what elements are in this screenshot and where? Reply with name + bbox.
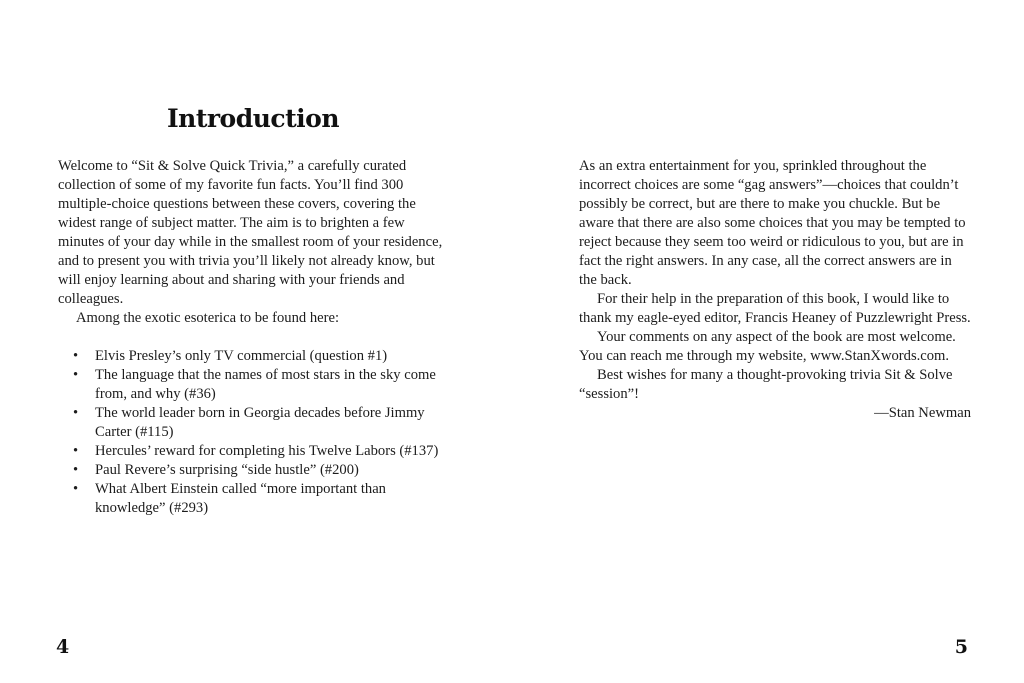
list-item [58,404,448,442]
bullet-icon: • [73,367,79,383]
page-title: Introduction [166,104,340,133]
page-number-right: 5 [954,636,968,658]
list-item [58,442,448,461]
intro-paragraph: Welcome to “Sit & Solve Quick Trivia,” a carefully curated collection of some of my favorite fun facts. You’ll find 300 multiple-choice questions between these covers, covering the widest range of subject matter. The aim is to brighten a few minutes of your day while in the smallest room of your residence, and to present you with trivia you’ll likely not already know, but will enjoy learning about and sharing with your friends and colleagues. [58,158,443,307]
left-text-column [58,157,448,518]
list-item-text: The language that the names of most stars in the sky come from, and why (#36) [95,367,436,402]
lead-in-paragraph: Among the exotic esoterica to be found here: [76,310,340,326]
list-item [58,366,448,404]
list-item-text: Hercules’ reward for completing his Twelve Labors (#137) [95,443,439,459]
esoterica-list [58,347,448,518]
right-page [512,0,1024,683]
bullet-icon: • [73,481,79,497]
list-item [58,480,448,518]
acknowledgments-paragraph: For their help in the preparation of this book, I would like to thank my eagle-eyed editor, Francis Heaney of Puzzlewright Press. [579,291,971,326]
paragraph-spacer [58,328,448,347]
author-signature: —Stan Newman [874,405,971,421]
comments-paragraph: Your comments on any aspect of the book are most welcome. You can reach me through my website, www.StanXwords.com. [579,329,956,364]
best-wishes-paragraph: Best wishes for many a thought-provoking trivia Sit & Solve “session”! [579,367,953,402]
bullet-icon: • [73,443,79,459]
bullet-icon: • [73,405,79,421]
list-item-text: Elvis Presley’s only TV commercial (question #1) [95,348,388,364]
bullet-icon: • [73,462,79,478]
list-item-text: Paul Revere’s surprising “side hustle” (#200) [95,462,359,478]
right-text-column [579,157,971,423]
list-item-text: What Albert Einstein called “more important than knowledge” (#293) [95,481,386,516]
list-item [58,347,448,366]
page-number-left: 4 [56,636,70,658]
list-item-text: The world leader born in Georgia decades before Jimmy Carter (#115) [95,405,425,440]
bullet-icon: • [73,348,79,364]
gag-answers-paragraph: As an extra entertainment for you, sprinkled throughout the incorrect choices are some “gag answers”—choices that couldn’t possibly be correct, but are there to make you chuckle. But be aware that there are also some choices that you may be tempted to reject because they seem too weird or ridiculous to you, but are in fact the right answers. In any case, all the correct answers are in the back. [579,158,966,288]
list-item [58,461,448,480]
